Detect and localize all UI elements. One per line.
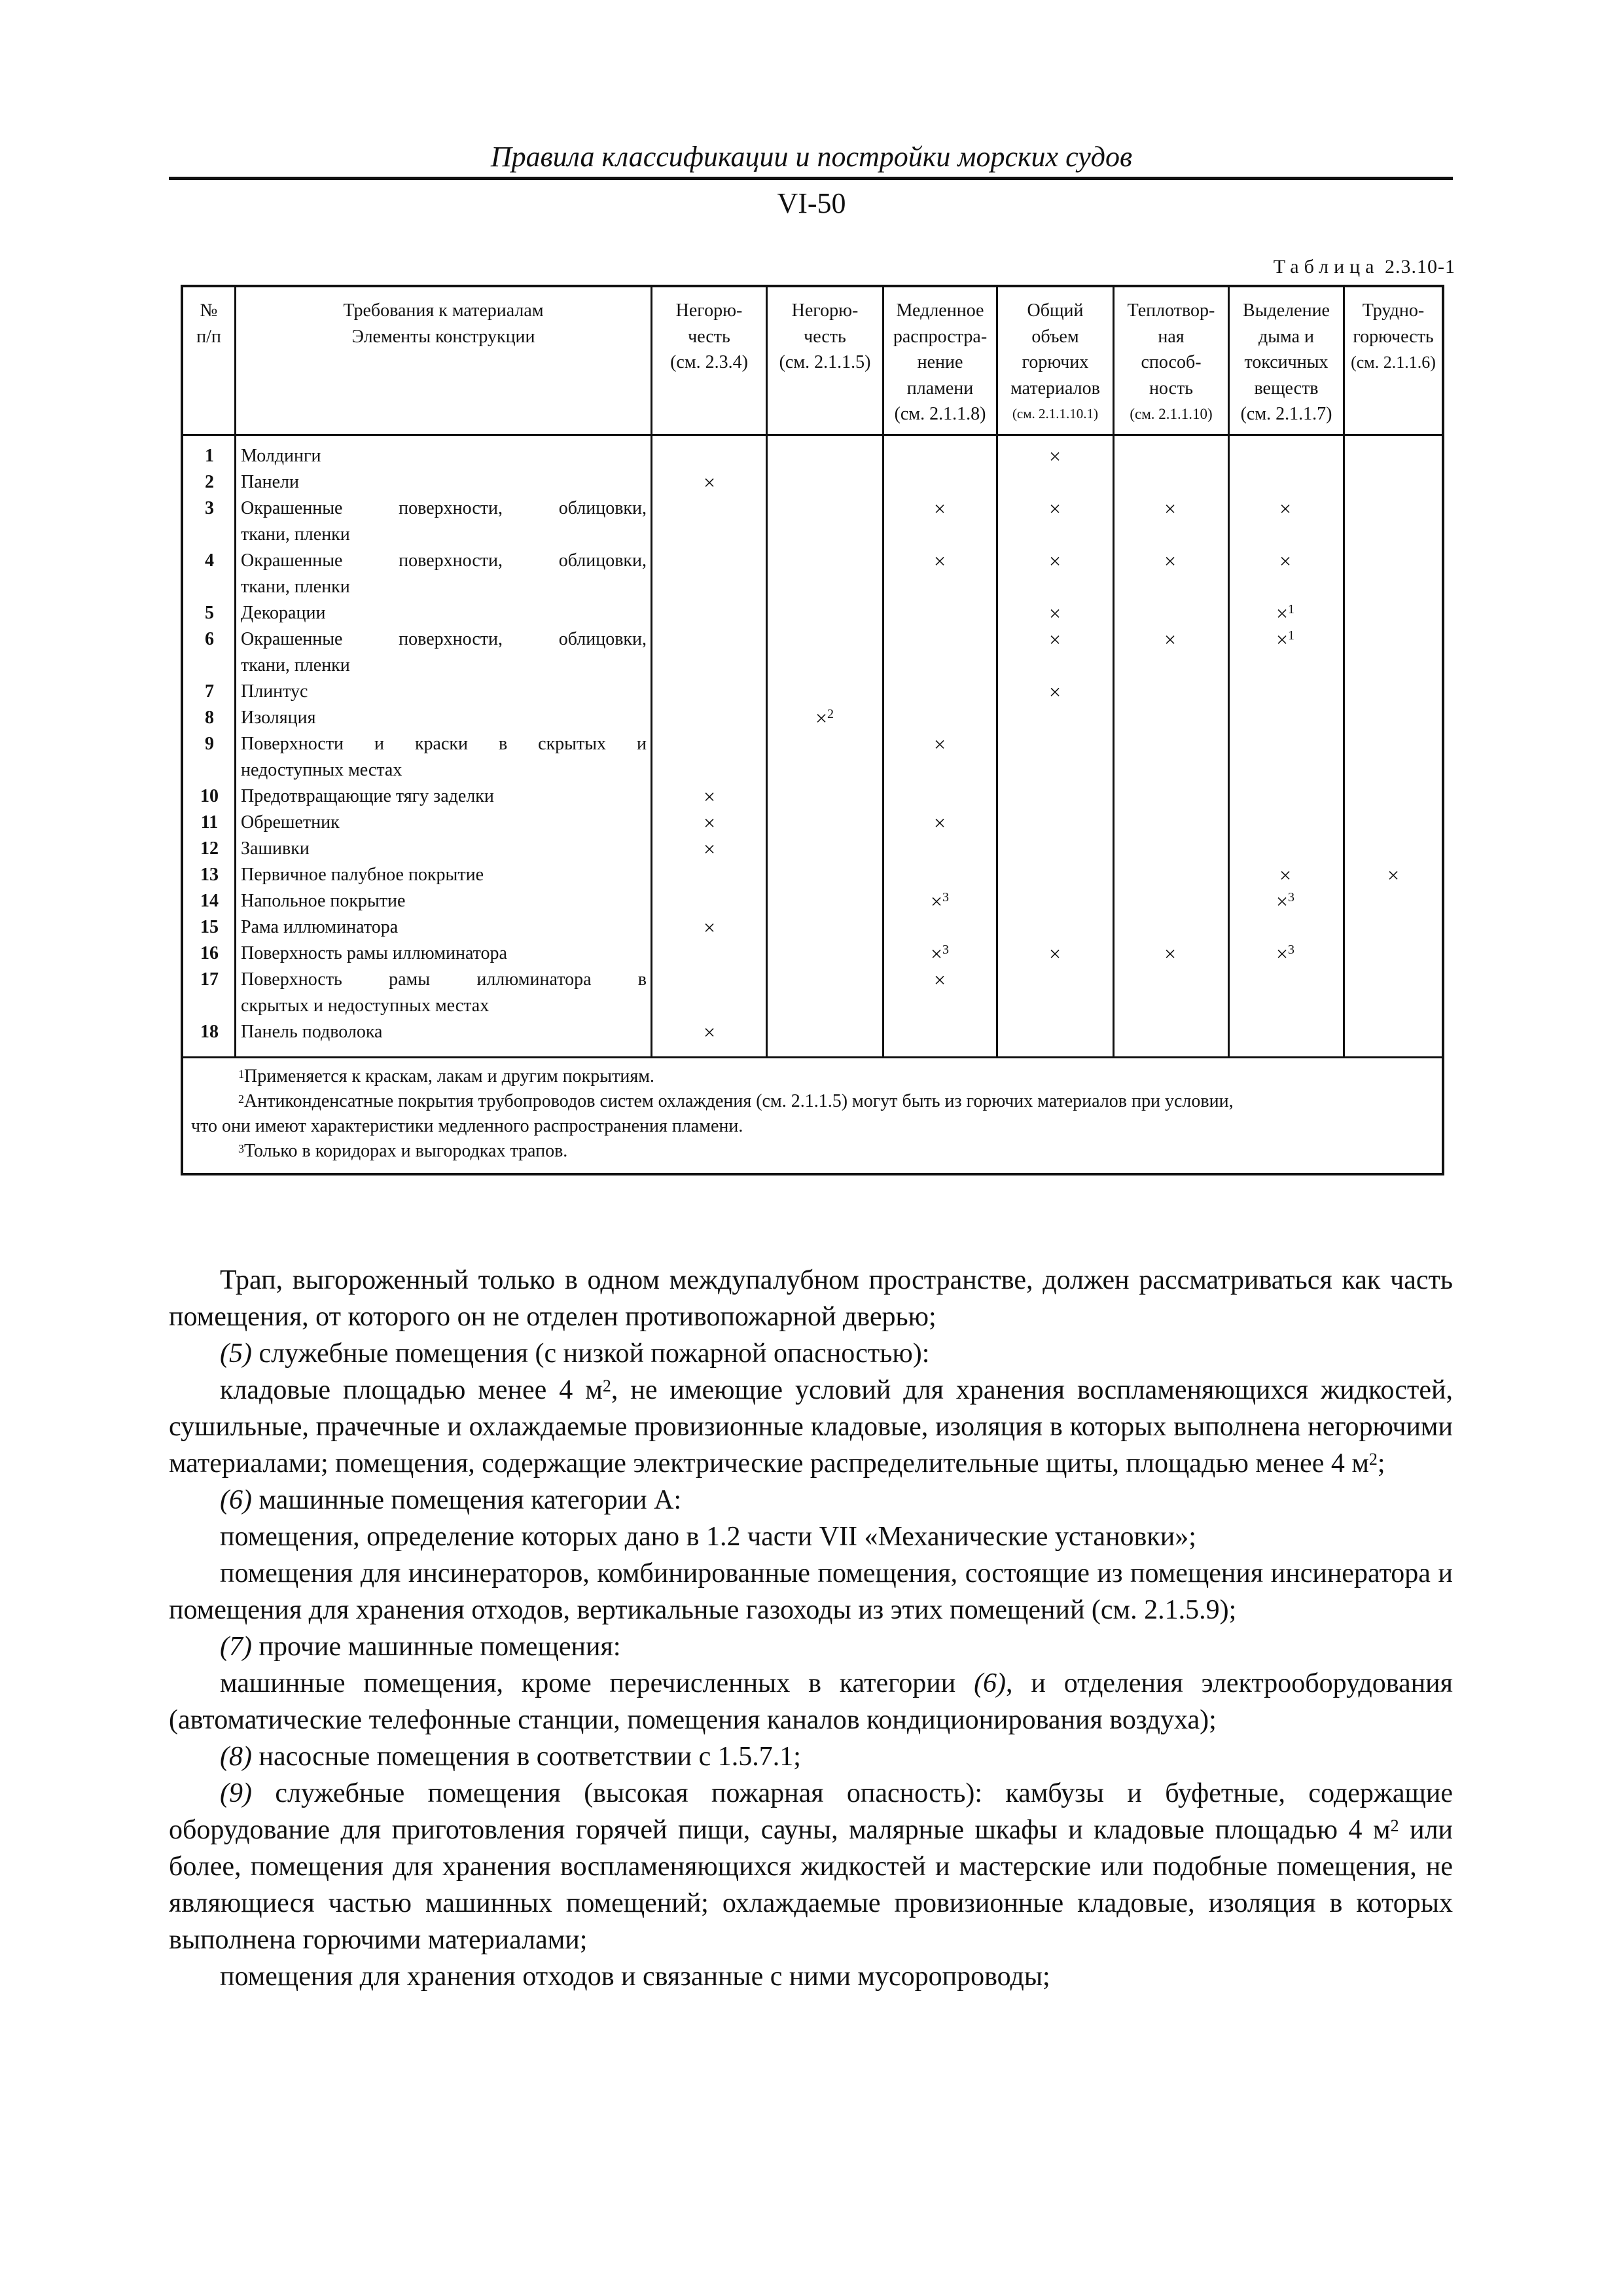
row-number: 10 [200,786,219,806]
materials-requirements-table [181,285,1444,1175]
mark-footnote-ref: 3 [1288,890,1295,905]
row-element-name: Поверхность рамы иллюминатора в скрытых и недоступных местах [241,969,647,1016]
requirement-mark: ×$^3$ [1275,889,1295,913]
requirement-mark: ×$^1$ [1275,601,1295,625]
row-number: 11 [200,812,219,833]
requirement-mark: × [1048,601,1061,625]
category-label: (5) [220,1338,252,1369]
row-element-name: Панель подволока [241,1022,383,1042]
category-label: (6) [220,1485,252,1515]
column-rule [1343,287,1345,1056]
row-number: 5 [205,603,214,623]
column-rule [651,287,652,1056]
mark-footnote-ref: 3 [942,942,950,957]
requirement-mark: ×$^3$ [930,889,950,913]
footnote-3: $^3$Только в коридорах и выгородках трапов. [238,1141,568,1161]
row-number: 6 [205,629,214,649]
body-text [169,1262,1453,1995]
requirement-mark: × [703,916,716,939]
column-rule [766,287,768,1056]
row-number: 13 [200,865,219,885]
paragraph: машинные помещения, кроме перечисленных в категории (6), и отделения электрооборудования (автоматические телефонные станции, помещения каналов кондиционирования воздуха); [169,1668,1453,1735]
requirement-mark: × [1387,863,1400,887]
table-caption [1274,254,1455,280]
row-element-name: Напольное покрытие [241,891,406,911]
requirement-mark: × [703,471,716,494]
row-element-name: Предотвращающие тягу заделки [241,786,494,806]
mark-footnote-ref: 3 [1288,942,1295,957]
row-number: 17 [200,969,219,990]
page-number: VI-50 [777,187,846,219]
paragraph: Трап, выгороженный только в одном междупалубном пространстве, должен рассматриваться как часть помещения, от которого он не отделен противопожарной дверью; [169,1265,1453,1332]
requirement-mark: × [1279,549,1292,573]
requirement-mark: × [1048,942,1061,965]
requirement-mark: × [933,549,946,573]
row-element-name: Окрашенные поверхности, облицовки, ткани, пленки [241,498,647,545]
category-label: (6) [974,1668,1007,1698]
mark-footnote-ref: 1 [1288,602,1295,617]
requirement-mark: × [933,968,946,992]
row-number: 15 [200,917,219,937]
paragraph: (6) машинные помещения категории А: [220,1485,682,1515]
row-element-name: Панели [241,472,300,492]
requirement-mark: × [1164,628,1177,651]
column-header-requirements: Требования к материалам Элементы конструкции [343,300,544,347]
requirement-mark: ×$^3$ [1275,942,1295,965]
row-element-name: Плинтус [241,681,308,702]
paragraph: кладовые площадью менее 4 $м^2$, не имеющие условий для хранения воспламеняющихся жидкостей, сушильные, прачечные и охлаждаемые провизионные кладовые, изоляция в которых выполнена негорючими материалами; помещения, содержащие электрические распределительные щиты, площадью менее 4 $м^2$; [169,1375,1453,1479]
row-element-name: Рама иллюминатора [241,917,399,937]
column-header-smoke-toxicity: Выделение дыма и токсичных веществ (см. 2.1.1.7) [1240,300,1332,424]
column-header-noncombustibility-234: Негорю- честь (см. 2.3.4) [670,300,748,372]
category-label: (9) [220,1778,252,1808]
requirement-mark: × [933,732,946,756]
mark-footnote-ref: 1 [1288,628,1295,643]
requirement-mark: × [1279,497,1292,520]
row-number: 9 [205,734,214,754]
footnote-1: $^1$Применяется к краскам, лакам и другим покрытиям. [238,1066,654,1086]
mark-footnote-ref: 3 [942,890,950,905]
row-number: 8 [205,708,214,728]
requirement-mark: ×$^2$ [815,706,834,730]
requirement-mark: × [1279,863,1292,887]
row-number: 14 [200,891,219,911]
requirement-mark: ×$^1$ [1275,628,1295,651]
requirement-mark: × [703,1020,716,1044]
paragraph: (9) служебные помещения (высокая пожарная опасность): камбузы и буфетные, содержащие оборудование для приготовления горячей пищи, сауны, малярные шкафы и кладовые площадью 4 $м^2$ или более, помещения для хранения воспламеняющихся жидкостей и мастерские или подобные помещения, не являющиеся частью машинных помещений; охлаждаемые провизионные кладовые, изоляция в которых выполнена горючими материалами; [169,1778,1454,1955]
requirement-mark: × [933,497,946,520]
row-element-name: Зашивки [241,838,310,859]
paragraph: (5) служебные помещения (с низкой пожарной опасностью): [220,1338,930,1369]
row-number: 7 [205,681,214,702]
requirement-mark: × [703,785,716,808]
requirement-mark: × [703,811,716,834]
row-number: 4 [205,550,214,571]
row-element-name: Окрашенные поверхности, облицовки, ткани, пленки [241,550,647,597]
column-header-calorific-value: Теплотвор- ная способ- ность (см. 2.1.1.10) [1127,300,1215,422]
row-element-name: Обрешетник [241,812,340,833]
category-label: (7) [220,1632,252,1662]
requirement-mark: × [1048,628,1061,651]
running-header-title: Правила классификации и постройки морских судов [490,141,1133,173]
row-element-name: Изоляция [241,708,316,728]
requirement-mark: × [1164,549,1177,573]
column-header-flame-spread: Медленное распростра- нение пламени (см. 2.1.1.8) [893,300,988,424]
row-number: 12 [200,838,219,859]
requirement-mark: × [1048,680,1061,704]
footnote-2: $^2$Антиконденсатные покрытия трубопроводов систем охлаждения (см. 2.1.1.5) могут быть из горючих материалов при условии, [238,1091,1234,1111]
column-header-low-flammability: Трудно- горючесть (см. 2.1.1.6) [1351,300,1436,372]
requirement-mark: × [1164,497,1177,520]
row-number: 18 [200,1022,219,1042]
row-number: 1 [205,446,214,466]
column-header-number: № п/п [196,300,221,347]
requirement-mark: × [703,837,716,861]
table-footnotes [183,1056,1442,1164]
column-header-combustible-volume: Общий объем горючих материалов (см. 2.1.1.10.1) [1010,300,1100,422]
row-number: 2 [205,472,214,492]
requirement-mark: × [933,811,946,834]
row-number: 3 [205,498,214,518]
row-element-name: Поверхность рамы иллюминатора [241,943,507,963]
requirement-mark: × [1048,497,1061,520]
mark-footnote-ref: 2 [827,707,834,721]
row-element-name: Молдинги [241,446,321,466]
footnote-2-continuation: что они имеют характеристики медленного распространения пламени. [191,1116,743,1136]
row-number: 16 [200,943,219,963]
row-element-name: Окрашенные поверхности, облицовки, ткани, пленки [241,629,647,675]
paragraph: (7) прочие машинные помещения: [220,1632,621,1662]
category-label: (8) [220,1742,252,1772]
row-element-name: Поверхности и краски в скрытых и недоступных местах [241,734,647,780]
requirement-mark: ×$^3$ [930,942,950,965]
paragraph: помещения для хранения отходов и связанные с ними мусоропроводы; [220,1962,1050,1992]
column-header-noncombustibility-2115: Негорю- честь (см. 2.1.1.5) [779,300,871,372]
requirement-mark: × [1048,549,1061,573]
requirement-mark: × [1164,942,1177,965]
table-caption-number: 2.3.10-1 [1385,256,1455,278]
row-element-name: Первичное палубное покрытие [241,865,484,885]
requirement-mark: × [1048,444,1061,468]
paragraph: (8) насосные помещения в соответствии с 1.5.7.1; [220,1742,801,1772]
paragraph: помещения для инсинераторов, комбинированные помещения, состоящие из помещения инсинератора и помещения для хранения отходов, вертикальные газоходы из этих помещений (см. 2.1.5.9); [169,1558,1453,1625]
header-bottom-rule [183,434,1442,436]
paragraph: помещения, определение которых дано в 1.2 части VII «Механические установки»; [220,1522,1196,1552]
header-rule [169,177,1453,180]
table-caption-word: Таблица [1273,256,1380,278]
row-element-name: Декорации [241,603,326,623]
